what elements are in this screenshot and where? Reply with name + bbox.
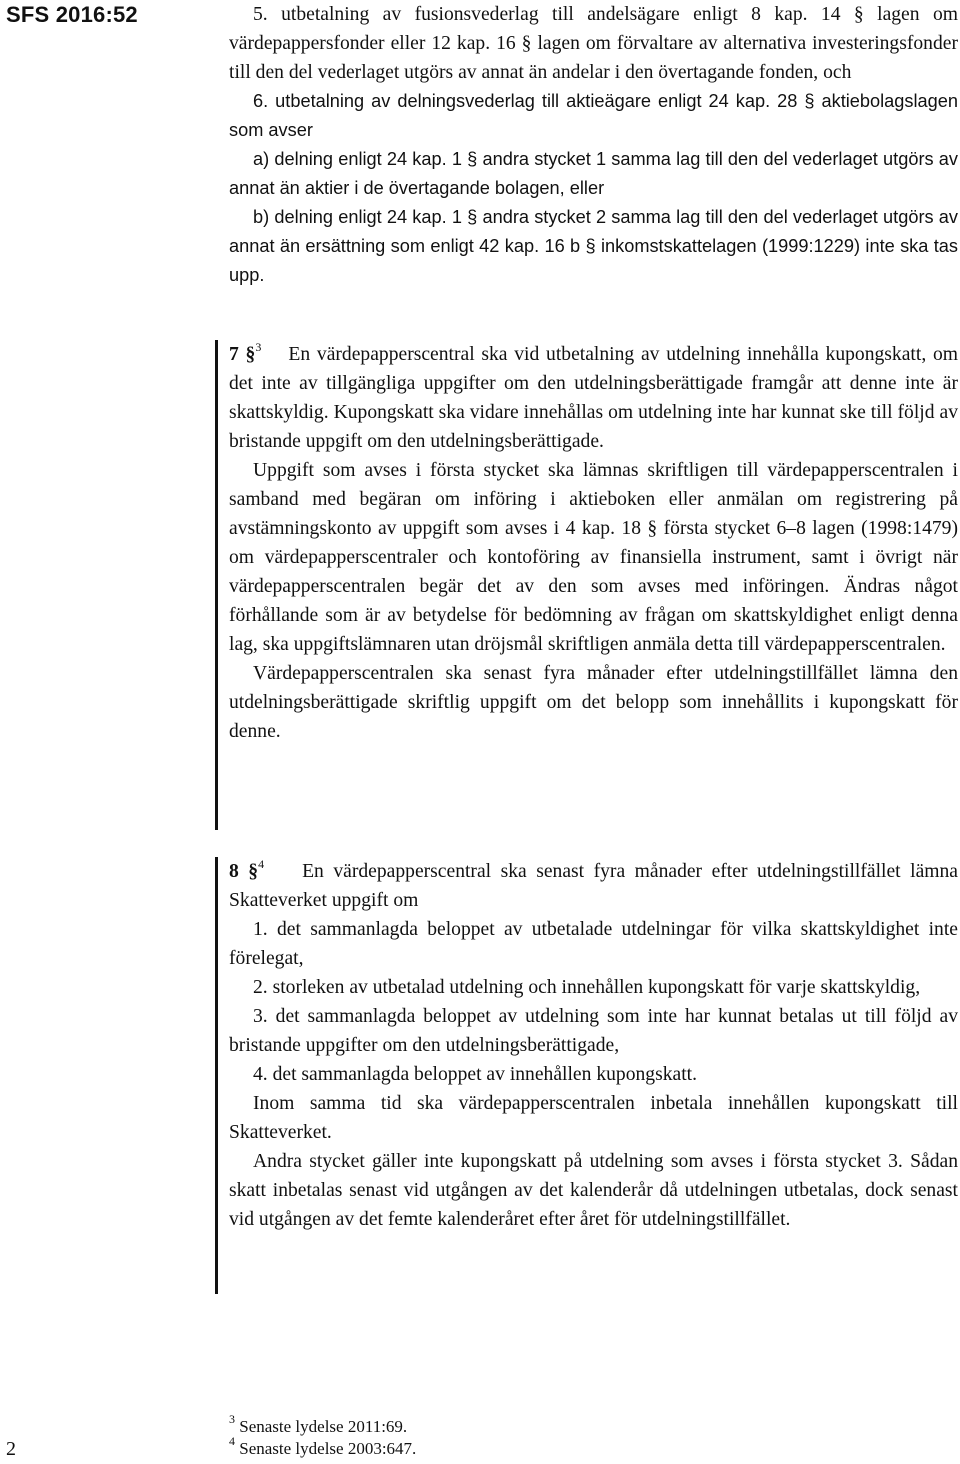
section-7-para-3: Värdepapperscentralen ska senast fyra månader efter utdelningstillfället lämna den utdelningsberättigade skriftlig uppgift om det belopp som innehållits i kupongskatt för denne. (229, 663, 958, 742)
footnote-ref-3: 3 (255, 340, 262, 354)
section-8 (229, 857, 958, 1234)
section-8-para-1 (229, 857, 958, 915)
section-7 (229, 340, 958, 746)
footnote-3 (229, 1412, 416, 1438)
footnotes (229, 1412, 417, 1460)
footnote-3-text: Senaste lydelse 2011:69. (239, 1417, 408, 1436)
section-8-text-1: En värdepapperscentral ska senast fyra månader efter utdelningstillfället lämna Skatteverket uppgift om (229, 861, 958, 911)
footnote-4-text: Senaste lydelse 2003:647. (239, 1439, 417, 1458)
section-7-number: 7 § (229, 344, 256, 365)
sfs-number: SFS 2016:52 (6, 2, 138, 27)
section-8-item-2: 2. storleken av utbetalad utdelning och innehållen kupongskatt för varje skattskyldig, (253, 977, 921, 998)
section-8-item-1: 1. det sammanlagda beloppet av utbetalade utdelningar för vilka skattskyldighet inte förelegat, (229, 919, 958, 969)
section-7-para-2: Uppgift som avses i första stycket ska lämnas skriftligen till värdepapperscentralen i samband med begäran om införing i aktieboken eller anmälan om registrering på avstämningskonto av uppgift som avses i 4 kap. 18 § första stycket 6–8 lagen (1998:1479) om värdepapperscentraler och kontoföring av finansiella instrument, samt i övrigt när värdepapperscentralen begär det av den som avses med införingen. Ändras något förhållande som är av betydelse för bedömning av frågan om skattskyldighet enligt denna lag, ska uppgiftslämnaren utan dröjsmål skriftligen anmäla detta till värdepapperscentralen. (229, 460, 958, 655)
section-8-number: 8 § (229, 861, 259, 882)
page-number: 2 (6, 1438, 16, 1460)
list-item-6: 6. utbetalning av delningsvederlag till aktieägare enligt 24 kap. 28 § aktiebolagslagen som avser (229, 91, 958, 140)
section-8-item-3: 3. det sammanlagda beloppet av utdelning som inte har kunnat betalas ut till följd av bristande uppgifter om den utdelningsberättigade, (229, 1006, 958, 1056)
footnote-4-number: 4 (229, 1434, 235, 1448)
list-item-6b: b) delning enligt 24 kap. 1 § andra stycket 2 samma lag till den del vederlaget utgörs av annat än ersättning som enligt 42 kap. 16 b § inkomstskattelagen (1999:1229) inte ska tas upp. (229, 207, 958, 285)
footnote-3-number: 3 (229, 1412, 235, 1426)
section-8-para-3: Andra stycket gäller inte kupongskatt på utdelning som avses i första stycket 3. Sådan skatt inbetalas senast vid utgången av det kalenderår då utdelningen utbetalas, dock senast vid utgången av det femte kalenderåret efter året för utdelningstillfället. (229, 1151, 958, 1230)
footnote-ref-4: 4 (258, 857, 265, 871)
section-8-item-4: 4. det sammanlagda beloppet av innehållen kupongskatt. (253, 1064, 698, 1085)
footnote-4 (229, 1434, 417, 1460)
section-7-para-1 (229, 340, 958, 456)
change-bar-8 (215, 857, 218, 1294)
section-8-para-2: Inom samma tid ska värdepapperscentralen inbetala innehållen kupongskatt till Skatteverket. (229, 1093, 958, 1143)
top-section (229, 0, 958, 290)
list-item-6a: a) delning enligt 24 kap. 1 § andra stycket 1 samma lag till den del vederlaget utgörs av annat än aktier i de övertagande bolagen, eller (229, 149, 958, 198)
change-bar-7 (215, 340, 218, 830)
section-7-text-1: En värdepapperscentral ska vid utbetalning av utdelning innehålla kupongskatt, om det inte av tillgängliga uppgifter om den utdelningsberättigade framgår att denne inte är skattskyldig. Kupongskatt ska vidare innehållas om utdelning inte har kunnat ske till följd av bristande uppgift om den utdelningsberättigade. (229, 344, 959, 452)
list-item-5: 5. utbetalning av fusionsvederlag till andelsägare enligt 8 kap. 14 § lagen om värdepappersfonder eller 12 kap. 16 § lagen om förvaltare av alternativa investeringsfonder till den del vederlaget utgörs av annat än andelar i den övertagande fonden, och (229, 4, 958, 83)
